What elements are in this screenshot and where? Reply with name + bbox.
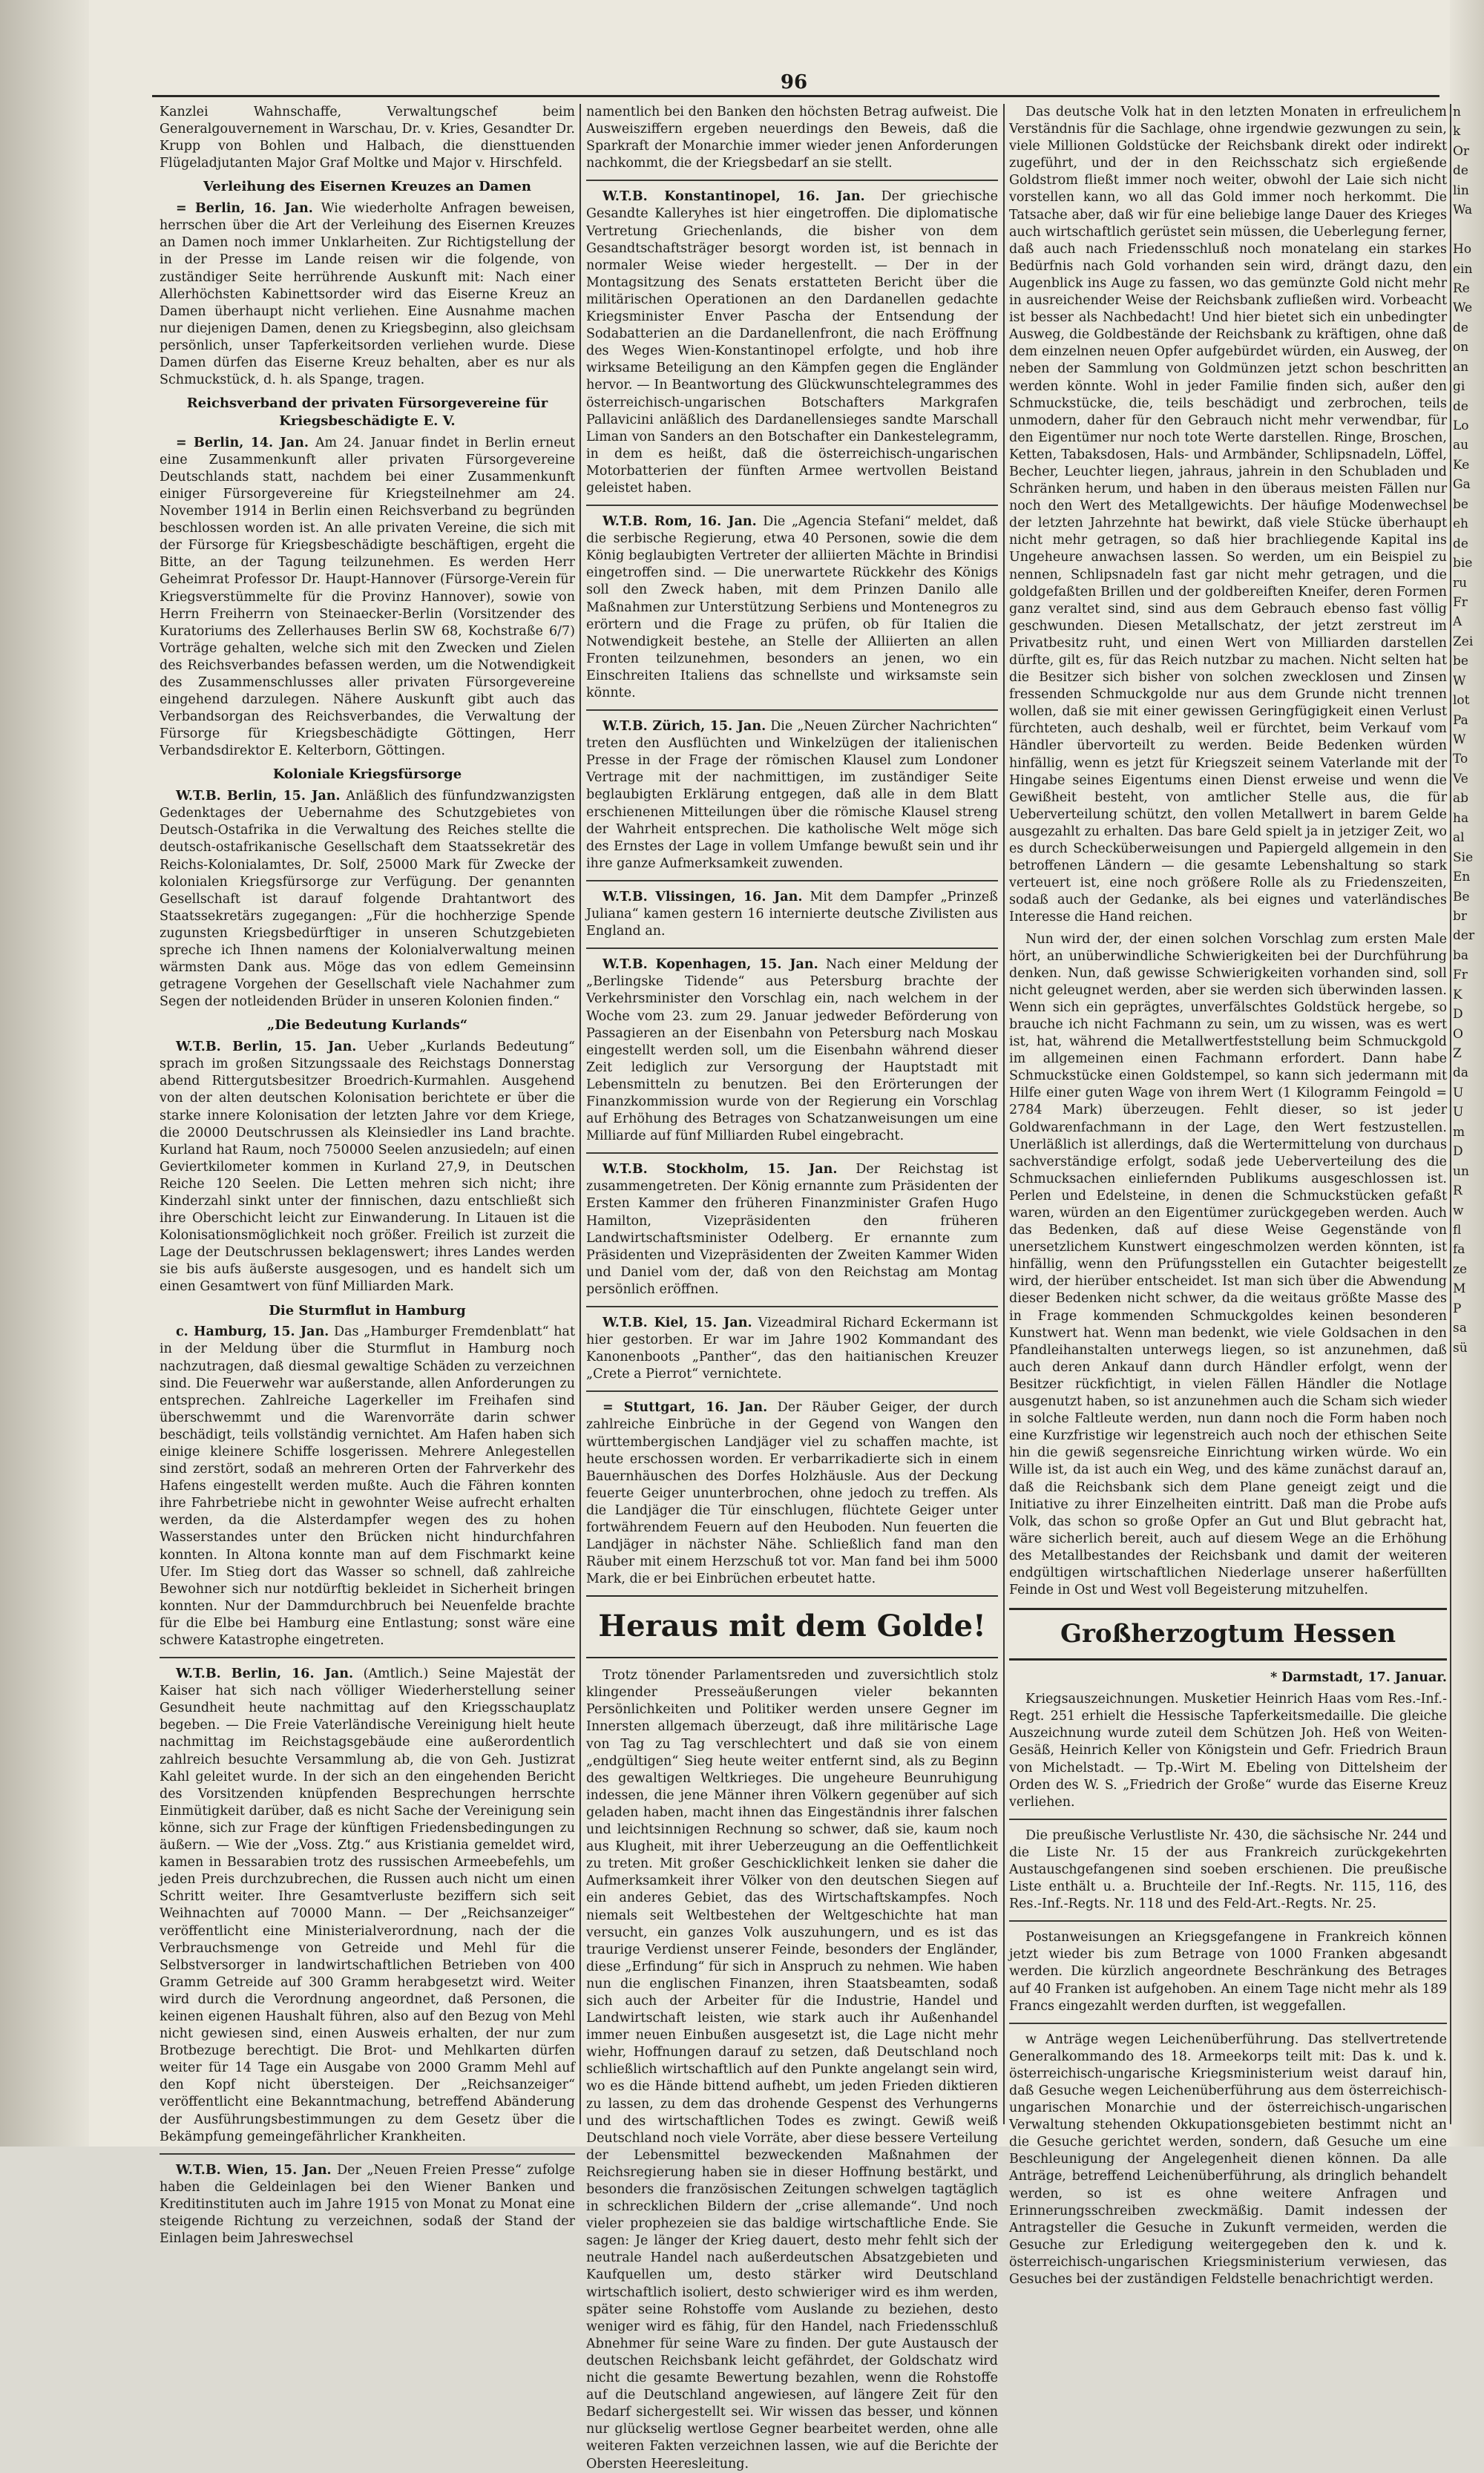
edge-fragment: A bbox=[1453, 614, 1462, 630]
edge-fragment: Re bbox=[1453, 280, 1470, 296]
edge-fragment: Be bbox=[1453, 889, 1470, 904]
edge-fragment bbox=[1453, 222, 1483, 238]
edge-fragment: gi bbox=[1453, 379, 1465, 395]
edge-fragment: We bbox=[1453, 300, 1473, 316]
article-separator bbox=[586, 1152, 998, 1154]
edge-fragment: k bbox=[1453, 124, 1461, 139]
article-paragraph bbox=[160, 788, 575, 1011]
edge-fragment: Ke bbox=[1453, 457, 1470, 473]
dateline: W.T.B. Kiel, 15. Jan. bbox=[603, 1316, 752, 1330]
edge-fragment: on bbox=[1453, 340, 1469, 355]
article-paragraph bbox=[586, 1161, 998, 1298]
article-paragraph: Trotz tönender Parlamentsreden und zuversichtlich stolz klingender Presseäußerungen vieler bekannten Persönlichkeiten und Politiker werden unsere Gegner im Innersten allgemach überzeugt, daß ihre militärische Lage von Tag zu Tag verschlechtert und daß sie von einem „endgültigen“ Sieg heute weiter entfernt sind, als zu Beginn des gewaltigen Weltkrieges. Die ungeheure Beunruhigung indessen, die jene Männer ihren Völkern gegenüber auf sich geladen haben, macht ihnen das Eingeständnis ihrer falschen und leichtsinnigen Rechnung so schwer, daß sie, kaum noch aus Klugheit, mit ihrer Ueberzeugung an die Oeffentlichkeit zu treten. Mit großer Geschicklichkeit lenken sie daher die Aufmerksamkeit ihrer Völker von den deutschen Siegen auf ein anderes Gebiet, das des Wirtschaftskampfes. Noch niemals seit Weltbestehen der Weltgeschichte hat man versucht, ein ganzes Volk auszuhungern, und es ist das traurige Verdienst unserer Feinde, besonders der Engländer, diese „Erfindung“ für sich in Anspruch zu nehmen. Wie haben nun die englischen Finanzen, ihren Staatsbeamten, sodaß sich auch der Arbeiter für die Industrie, Handel und Landwirtschaft leisten, wie stark auch ihr Außenhandel immer neuen Einbußen ausgesetzt ist, die Lage nicht mehr wiehr, Hoffnungen darauf zu setzen, daß Deutschland noch schließlich wirtschaftlich auf den Punkte angelangt sein wird, wo es die Hände bittend aufhebt, um jeden Frieden diktieren zu lassen, zu dem das drohende Gespenst des Verhungerns und des wirtschaftlichen Todes es zwingt. Gewiß weiß Deutschland noch viele Vorräte, aber diese bessere Verteilung der Lebensmittel bezweckenden Maßnahmen der Reichsregierung haben sie in dieser Hoffnung bestärkt, und besonders die französischen Zeitungen schwelgen tagtäglich in schrecklichen Bildern der „crise allemande“. Und noch vieler prophezeien sie das baldige wirtschaftliche Ende. Sie sagen: Je länger der Krieg dauert, desto mehr fehlt sich der neutrale Handel nach außerdeutschen Absatzgebieten und Kaufquellen um, desto stärker wird Deutschland wirtschaftlich isoliert, desto schwieriger wird es ihm werden, später seine Rohstoffe vom Auslande zu beziehen, desto weniger wird es fähig, für den Handel, nach Friedensschluß Abnehmer für seine Ware zu finden. Der gute Austausch der deutschen Reichsbank leicht gefährdet, der Goldschatz wird nicht die gesamte Bewertung bezahlen, wenn die Rohstoffe auf die Deutschland angewiesen, auf längere Zeit für den Bedarf sichergestellt sei. Wir wissen das besser, und können nur glückselig wertlose Gegner bearbeitet werden, ohne alle weiteren Fakten verzeichnen lassen, wie auf die Berichte der Obersten Heeresleitung. bbox=[586, 1668, 998, 2472]
article-text: Anläßlich des fünfundzwanzigsten Gedenktages der Uebernahme des Schutzgebietes von Deutsch-Ostafrika in die Verwaltung des Reiches stellte die deutsch-ostafrikanische Gesellschaft dem Staatssekretär des Reichs-Kolonialamtes, Dr. Solf, 25000 Mark für Zwecke der kolonialen Kriegsfürsorge zur Verfügung. Der genannten Gesellschaft ist darauf folgende Drahtantwort des Staatssekretärs zugegangen: „Für die hochherzige Spende zugunsten Kriegsbedürftiger in unseren Schutzgebieten spreche ich Ihnen namens der Kolonialverwaltung meinen wärmsten Dank aus. Möge das von edlem Gemeinsinn getragene Vorgehen der Gesellschaft viele Nachahmer zum Segen der notleidenden Brüder in unseren Kolonien finden.“ bbox=[160, 789, 575, 1010]
edge-fragment: an bbox=[1453, 359, 1469, 375]
dateline: W.T.B. Berlin, 16. Jan. bbox=[176, 1666, 354, 1682]
edge-fragment: W bbox=[1453, 732, 1466, 747]
article-paragraph bbox=[160, 1666, 575, 2146]
article-separator bbox=[586, 948, 998, 949]
edge-fragment: To bbox=[1453, 752, 1468, 767]
article-text: Das „Hamburger Fremdenblatt“ hat in der Meldung über die Sturmflut in Hamburg noch nachzutragen, daß diesmal gewaltige Schäden zu verzeichnen sind. Die Feuerwehr war außerstande, allen Anforderungen zu entsprechen. Zahlreiche Lagerkeller im Freihafen sind überschwemmt und die Warenvorräte darin schwer beschädigt, teils vollständig vernichtet. Am Hafen haben sich einige kleinere Schiffe losgerissen. Mehrere Anlegestellen sind zerstört, sodaß an mehreren Orten der Fahrverkehr des Hafens eingestellt werden mußte. Auch die Fähren konnten ihre Fahrbetriebe nicht in gewohnter Weise aufrecht erhalten werden, da die Alsterdampfer wegen des zu hohen Wasserstandes unter den Brücken nicht hindurchfahren konnten. In Altona konnte man auf dem Fischmarkt keine Ufer. Im Stieg dort das Wasser so schnell, daß zahlreiche Bewohner sich nur notdürftig bekleidet in Sicherheit bringen konnten. Nur der Dammdurchbruch bei Neuenfelde brachte für die Elbe bei Hamburg eine Entlastung; sonst wäre eine schwere Katastrophe eingetreten. bbox=[160, 1324, 575, 1648]
column-divider bbox=[580, 104, 581, 2124]
article-text: Nach einer Meldung der „Berlingske Tidende“ aus Petersburg brachte der Verkehrsminister den Vorschlag ein, nach welchem in der Woche vom 23. zum 29. Januar jedweder Beförderung von Passagieren an der Eisenbahn von Petersburg nach Moskau eingestellt werden soll, um die Eisenbahn während dieser Zeit lediglich zur Versorgung der Hauptstadt mit Lebensmitteln zu benutzen. Bei den Erörterungen der Finanzkommission wurde von der Regierung ein Vorschlag auf Erhöhung des Betrages von Schatzanweisungen um eine Milliarde auf fünf Milliarden Rubel eingebracht. bbox=[586, 957, 998, 1144]
dateline: W.T.B. Rom, 16. Jan. bbox=[603, 514, 757, 530]
article-text: Die „Agencia Stefani“ meldet, daß die serbische Regierung, etwa 40 Personen, sowie die dem König beglaubigten Vertreter der alliierten Mächte in Brindisi eingetroffen sind. — Die unerwartete Rückkehr des Königs soll den Zweck haben, mit dem Prinzen Danilo alle Maßnahmen zur Unterstützung Serbiens und Montenegros zu erörtern und die Frage zu prüfen, ob für Italien die Notwendigkeit bestehe, an Stelle der Alliierten an allen Fronten teilzunehmen, besonders an jenen, wo ein Einschreiten Italiens das schnellste und wirksamste sein könnte. bbox=[586, 514, 998, 700]
article-separator bbox=[586, 709, 998, 711]
edge-fragment: der bbox=[1453, 928, 1475, 944]
article-text: (Amtlich.) Seine Majestät der Kaiser hat sich nach völliger Wiederherstellung seiner Gesundheit heute nachmittag auf den Kriegsschauplatz begeben. — Die Freie Vaterländische Vereinigung hielt heute nachmittag im Reichstagsgebäude eine außerordentlich zahlreich besuchte Versammlung ab, die von Geh. Justizrat Kahl geleitet wurde. In der sich an den eingehenden Bericht des Vorsitzenden knüpfenden Besprechungen herrschte Einmütigkeit darüber, daß es nicht Sache der Vereinigung sein könne, sich zur Frage der künftigen Friedensbedingungen zu äußern. — Wie der „Voss. Ztg.“ aus Kristiania gemeldet wird, kamen in Bessarabien trotz des russischen Armeebefehls, um jeden Preis durchzubrechen, die Russen auch nicht um einen Schritt weiter. Ihre Gesamtverluste beziffern sich seit Weihnachten auf 70000 Mann. — Der „Reichsanzeiger“ veröffentlicht eine Ministerialverordnung, nach der die Verbrauchsmenge von Getreide und Mehl für die Selbstversorger in landwirtschaftlichen Betrieben von 400 Gramm Getreide auf 300 Gramm herabgesetzt wird. Weiter wird durch die Verordnung angeordnet, daß Personen, die keinen eigenen Haushalt führen, also auf den Bezug von Mehl nicht gewiesen sind, einen Ausweis erhalten, der nur zum Brotbezuge berechtigt. Die Brot- und Mehlkarten dürfen weiter für 14 Tage ein Ausgabe von 2000 Gramm Mehl auf den Kopf nicht übersteigen. Der „Reichsanzeiger“ veröffentlicht eine Bekanntmachung, betreffend Abänderung der Ausführungsbestimmungen zu dem Gesetz über die Bekämpfung gemeingefährlicher Krankheiten. bbox=[160, 1666, 575, 2144]
article-heading: Die Sturmflut in Hamburg bbox=[269, 1302, 466, 1318]
article-paragraph: Kriegsauszeichnungen. Musketier Heinrich Haas vom Res.-Inf.-Regt. 251 erhielt die Hessische Tapferkeitsmedaille. Die gleiche Auszeichnung wurde zuteil dem Schützen Joh. Heß von Weiten-Gesäß, Heinrich Keller von Königstein und Gefr. Friedrich Braun von Michelstadt. — Tp.-Wirt M. Ebeling von Dittelsheim der Orden des W. S. „Friedrich der Große“ wurde das Eiserne Kreuz verliehen. bbox=[1009, 1692, 1447, 1810]
article-separator bbox=[160, 2153, 575, 2155]
column-2 bbox=[586, 104, 999, 2472]
edge-fragment: ha bbox=[1453, 810, 1469, 826]
edge-fragment: lot bbox=[1453, 693, 1470, 709]
edge-fragment: ein bbox=[1453, 261, 1473, 277]
article-paragraph bbox=[586, 956, 998, 1145]
column-divider bbox=[1003, 104, 1005, 2124]
dateline: W.T.B. Wien, 15. Jan. bbox=[176, 2162, 332, 2178]
edge-fragment: be bbox=[1453, 496, 1468, 512]
article-paragraph: Das deutsche Volk hat in den letzten Monaten in erfreulichem Verständnis für die Sachlage, ohne irgendwie gezwungen zu sein, viele Millionen Goldstücke der Reichsbank direkt oder indirekt zugeführt, und der in den Reichsschatz sich ergießende Goldstrom fließt immer noch weiter, obwohl der Laie sich nicht vorstellen kann, wo all das Gold immer noch herkommt. Die Tatsache aber, daß wir für eine beliebige lange Dauer des Krieges auch wirtschaftlich gerüstet sein müssen, die Ueberlegung ferner, daß auch nach Friedensschluß noch monatelang ein starkes Bedürfnis nach Gold vorhanden sein wird, drängt dazu, den Augenblick ins Auge zu fassen, wo das gemünzte Gold nicht mehr in ausreichender Weise der Reichsbank zufließen wird. Vorbeacht ist besser als Nachbedacht! Und hier bietet sich ein unbedingter Ausweg, die Goldbestände der Reichsbank zu kräftigen, ohne daß dem einzelnen neuen Opfer aufgebürdet würden, ein Ausweg, der neben der Sammlung von Goldmünzen jetzt schon beschritten werden könnte. Wohl in jeder Familie finden sich, außer den Schmuckstücke, die, teils beschädigt und zerbrochen, teils unmodern, daher für den Gebrauch nicht mehr verwendbar, für den Eigentümer nur noch tote Werte darstellen. Ringe, Broschen, Ketten, Tabaksdosen, Hals- und Armbänder, Schlipsnadeln, Löffel, Becher, Leuchter liegen, jahraus, jahrein in den Schubladen und Schränken herum, und haben in den überaus meisten Fällen nur noch den Wert des Metallgewichts. Der häufige Modenwechsel der letzten Jahrzehnte hat bewirkt, daß viele Stücke überhaupt nicht mehr getragen, so daß hier brachliegende Kapital ins Ungeheure anwachsen lassen. So werden, um ein Beispiel zu nennen, Schlipsnadeln fast gar nicht mehr getragen, und die goldgefaßten Brillen und der goldbereiften Kneifer, deren Formen ganz veraltet sind, sind aus dem Gebrauch ebenso fast völlig geschwunden. Diesen Metallschatz, der jetzt zerstreut im Privatbesitz ruht, und einen Wert von Milliarden darstellen dürfte, gilt es, für das Reich nutzbar zu machen. Nicht selten hat die Besitzer sich bisher von solchen zwecklosen und Zinsen fressenden Schmuckgolde nur aus dem Grunde nicht trennen wollen, daß sie mit einer gewissen Geringfügigkeit einen Verlust fürchteten, auch deshalb, weil er fürchtet, beim Verkauf vom Händler übervorteilt zu werden. Beide Bedenken würden hinfällig, wenn es jetzt für Kriegszeit seinem Vaterlande mit der Hingabe seines Eigentums einen Dienst erweise und wenn die Gewißheit besteht, von amtlicher Stelle aus, die für Ueberverteilung schützt, den vollen Metallwert in barem Gelde ausgezahlt zu erhalten. Das bare Geld spielt ja in jetziger Zeit, wo es durch Schecküberweisungen und Papiergeld allgemein in den betroffenen Ländern — die gesamte Lebenshaltung so stark verteuert ist, eine noch größere Rolle als zu Friedenszeiten, sodaß auch der Gedanke, als bei eignes und vaterländisches Interesse die Hand reichen. bbox=[1009, 105, 1447, 925]
dateline: W.T.B. Konstantinopel, 16. Jan. bbox=[603, 189, 865, 205]
article-separator bbox=[1009, 1819, 1447, 1820]
edge-fragment: al bbox=[1453, 830, 1465, 846]
edge-fragment: Zei bbox=[1453, 634, 1474, 649]
dateline: W.T.B. Vlissingen, 16. Jan. bbox=[603, 889, 803, 904]
dateline: W.T.B. Berlin, 15. Jan. bbox=[176, 1040, 357, 1055]
article-text: Am 24. Januar findet in Berlin erneut eine Zusammenkunft aller privaten Fürsorgevereine Deutschlands statt, nachdem bei einer Zusammenkunft einiger Fürsorgevereine für Kriegsteilnehmer am 24. November 1914 in Berlin einen Reichsverband zu begründen beschlossen worden ist. An alle privaten Vereine, die sich mit der Fürsorge für Kriegsbeschädigte beschäftigen, ergeht die Bitte, an der Tagung teilzunehmen. Es werden Herr Geheimrat Professor Dr. Haupt-Hannover (Fürsorge-Verein für Kriegsverstümmelte für die Provinz Hannover), sowie von Herrn Freiherrn von Steinaecker-Berlin (Vorsitzender des Kuratoriums des Zellerhauses Berlin SW 68, Kochstraße 6/7) Vorträge gehalten, welche sich mit den Zwecken und Zielen des Reichsverbandes befassen werden, um die Notwendigkeit des Zusammenschlusses aller privaten Fürsorgevereine eingehend darzulegen. Nähere Auskunft gibt auch das Verbandsorgan des Reichsverbandes, die Verwaltung der Fürsorge für Kriegsbeschädigte Göttingen, Herr Verbandsdirektor E. Kelterborn, Göttingen. bbox=[160, 435, 575, 759]
article-paragraph bbox=[160, 1039, 575, 1295]
article-paragraph: Die preußische Verlustliste Nr. 430, die sächsische Nr. 244 und die Liste Nr. 15 der aus Frankreich zurückgekehrten Austauschgefangenen sind soeben erschienen. Die preußische Liste enthält u. a. Bruchteile der Inf.-Regts. Nr. 115, 116, des Res.-Inf.-Regts. Nr. 118 und des Feld-Art.-Regts. Nr. 25. bbox=[1009, 1827, 1447, 1912]
edge-fragment: M bbox=[1453, 1281, 1466, 1297]
article-text: Mit dem Dampfer „Prinzeß Juliana“ kamen gestern 16 internierte deutsche Zivilisten aus England an. bbox=[586, 889, 998, 939]
edge-fragment: n bbox=[1453, 105, 1461, 119]
dateline: = Berlin, 14. Jan. bbox=[176, 435, 309, 450]
article-separator bbox=[1009, 2023, 1447, 2024]
edge-fragment: U bbox=[1453, 1085, 1464, 1100]
edge-fragment: ba bbox=[1453, 948, 1469, 963]
column-divider bbox=[1450, 104, 1451, 2124]
edge-fragment: ru bbox=[1453, 575, 1468, 591]
edge-fragment: de bbox=[1453, 536, 1468, 551]
edge-fragment: fa bbox=[1453, 1242, 1465, 1258]
article-text: Wie wiederholte Anfragen beweisen, herrschen über die Art der Verleihung des Eisernen Kreuzes an Damen noch immer Unklarheiten. Zur Richtigstellung der in der Presse im Lande reisen wir die folgende, von zuständiger Seite herrührende Auskunft mit: Nach einer Allerhöchsten Kabinettsorder wird das Eiserne Kreuz an Damen überhaupt nicht verliehen. Eine Ausnahme machen nur diejenigen Damen, denen zu Kriegsbeginn, also gleichsam persönlich, unser Tapferkeitsorden verliehen wurde. Diese Damen dürfen das Eiserne Kreuz behalten, aber es nur als Schmuckstück, d. h. als Spange, tragen. bbox=[160, 201, 575, 388]
article-paragraph: w Anträge wegen Leichenüberführung. Das stellvertretende Generalkommando des 18. Armeekorps teilt mit: Das k. und k. österreichisch-ungarische Kriegsministerium weist darauf hin, daß Gesuche wegen Leichenüberführung aus dem österreichisch-ungarischen Monarchie und der österreichisch-ungarischen Verwaltung stehenden Okkupationsgebieten bestimmt nicht an die Gesuche gerichtet werden, sondern, daß Gesuche um eine Beschleunigung der Angelegenheit dienen können. Da alle Anträge, betreffend Leichenüberführung, als dringlich behandelt werden, so ist es ohne weitere Anfragen und Erinnerungsschreiben zweckmäßig. Damit indessen der Antragsteller die Gesuche in Zukunft vermeiden, werden die Gesuche zur Erledigung weitergegeben den k. und k. österreichisch-ungarischen Kriegsministerium verwiesen, das Gesuches bei der zuständigen Feldstelle benachrichtigt werden. bbox=[1009, 2032, 1447, 2288]
article-continuation: Kanzlei Wahnschaffe, Verwaltungschef beim Generalgouvernement in Warschau, Dr. v. Kries, Gesandter Dr. Krupp von Bohlen und Halbach, die diensttuenden Flügeladjutanten Major Graf Moltke und Major v. Hirschfeld. bbox=[160, 105, 575, 171]
article-heading: Reichsverband der privaten Fürsorgevereine für Kriegsbeschädigte E. V. bbox=[186, 395, 548, 429]
article-paragraph bbox=[586, 1399, 998, 1588]
edge-fragment: Z bbox=[1453, 1046, 1462, 1061]
article-heading: „Die Bedeutung Kurlands“ bbox=[266, 1017, 468, 1034]
edge-fragment: Fr bbox=[1453, 594, 1468, 610]
edge-fragment: be bbox=[1453, 654, 1468, 669]
edge-fragment: En bbox=[1453, 870, 1471, 885]
dateline: * Darmstadt, 17. Januar. bbox=[1270, 1670, 1447, 1686]
edge-fragment: lin bbox=[1453, 183, 1469, 198]
edge-fragment: Sie bbox=[1453, 850, 1474, 865]
edge-fragment: W bbox=[1453, 673, 1466, 689]
article-heading: Koloniale Kriegsfürsorge bbox=[272, 766, 462, 783]
edge-fragment: O bbox=[1453, 1026, 1463, 1042]
edge-fragment: Ga bbox=[1453, 477, 1471, 493]
page-number: 96 bbox=[780, 71, 808, 93]
edge-fragment: Pa bbox=[1453, 712, 1468, 728]
edge-fragment: bie bbox=[1453, 556, 1473, 571]
dateline: c. Hamburg, 15. Jan. bbox=[176, 1324, 329, 1340]
edge-fragment: br bbox=[1453, 908, 1468, 924]
article-paragraph bbox=[160, 200, 575, 389]
edge-fragment: Ve bbox=[1453, 771, 1468, 786]
edge-fragment: un bbox=[1453, 1163, 1469, 1179]
edge-fragment: ze bbox=[1453, 1261, 1468, 1277]
edge-fragment: Wa bbox=[1453, 203, 1473, 218]
column-1 bbox=[160, 104, 575, 2247]
article-heading: Verleihung des Eisernen Kreuzes an Damen bbox=[203, 179, 532, 195]
article-paragraph bbox=[586, 513, 998, 702]
dateline: W.T.B. Kopenhagen, 15. Jan. bbox=[603, 957, 818, 973]
edge-fragment: sa bbox=[1453, 1321, 1467, 1336]
article-separator bbox=[586, 505, 998, 506]
edge-fragment: D bbox=[1453, 1007, 1463, 1022]
dateline: W.T.B. Zürich, 15. Jan. bbox=[603, 719, 766, 735]
edge-fragment: sü bbox=[1453, 1340, 1468, 1356]
edge-fragment: D bbox=[1453, 1144, 1463, 1160]
edge-fragment: R bbox=[1453, 1183, 1462, 1199]
article-paragraph: Postanweisungen an Kriegsgefangene in Frankreich können jetzt wieder bis zum Betrage von 1000 Franken abgesandt werden. Die kürzlich angeordnete Beschränkung des Betrages auf 40 Franken ist aufgehoben. An einem Tage nicht mehr als 189 Francs eingezahlt werden durften, ist weggefallen. bbox=[1009, 1930, 1447, 2014]
article-continuation: namentlich bei den Banken den höchsten Betrag aufweist. Die Ausweisziffern ergeben neuerdings den Beweis, daß die Sparkraft der Monarchie immer wieder jenen Anforderungen nachkommt, die der Kriegsbedarf an sie stellt. bbox=[586, 105, 998, 171]
article-text: Der „Neuen Freien Presse“ zufolge haben die Geldeinlagen bei den Wiener Banken und Kreditinstituten auch im Jahre 1915 von Monat zu Monat eine steigende Richtung zu verzeichnen, sodaß der Stand der Einlagen beim Jahreswechsel bbox=[160, 2162, 575, 2247]
edge-fragment: fl bbox=[1453, 1222, 1462, 1238]
edge-fragment: P bbox=[1453, 1301, 1462, 1316]
edge-fragment: Or bbox=[1453, 143, 1470, 159]
article-paragraph bbox=[586, 718, 998, 873]
article-separator bbox=[586, 1306, 998, 1307]
column-3 bbox=[1009, 104, 1447, 2288]
edge-fragment: ab bbox=[1453, 791, 1469, 807]
dateline: = Stuttgart, 16. Jan. bbox=[603, 1400, 768, 1416]
article-text: Ueber „Kurlands Bedeutung“ sprach im großen Sitzungssaale des Reichstags Donnerstag abend Rittergutsbesitzer Broedrich-Kurmahlen. Ausgehend von der alten deutschen Kolonisation berichtete er über die starke innere Kolonisation der letzten Jahre vor dem Kriege, die 20000 Deutschrussen als Kleinsiedler ins Land brachte. Kurland hat Raum, noch 750000 Seelen anzusiedeln; auf einen Geviertkilometer kommen in Kurland 27,9, in Deutschen Reiche 120 Seelen. Die Letten mehren sich nicht; ihre Kinderzahl sinkt unter der finnischen, dazu entschließt sich ihre Oberschicht leicht zur Einwanderung. In Litauen ist die Kolonisationsmöglichkeit noch größer. Freilich ist zurzeit die Lage der Deutschrussen beklagenswert; ihres Landes werden sie bis aufs äußerste ausgesogen, und es handelt sich um einen Gesamtwert von fünf Milliarden Mark. bbox=[160, 1040, 575, 1295]
edge-fragment: Ho bbox=[1453, 242, 1472, 257]
article-text: Der Reichstag ist zusammengetreten. Der König ernannte zum Präsidenten der Ersten Kammer den früheren Finanzminister Grafen Hugo Hamilton, Vizepräsidenten den früheren Landwirtschaftsminister Odelberg. Er ernannte zum Präsidenten und Vizepräsidenten der Zweiten Kammer Widen und Daniel vom der, daß von den Reichstag am Montag persönlich eröffnen. bbox=[586, 1162, 999, 1297]
article-separator bbox=[586, 880, 998, 881]
edge-fragment: au bbox=[1453, 438, 1469, 453]
article-separator bbox=[160, 1657, 575, 1658]
edge-fragment: da bbox=[1453, 1065, 1469, 1081]
article-paragraph bbox=[586, 889, 998, 940]
article-paragraph bbox=[160, 1324, 575, 1649]
header-rule bbox=[152, 95, 1439, 97]
article-text: Vizeadmiral Richard Eckermann ist hier gestorben. Er war im Jahre 1902 Kommandant des Kanonenboots „Panther“, das den haitianischen Kreuzer „Crete a Pierrot“ vernichtete. bbox=[586, 1316, 999, 1382]
edge-fragment: U bbox=[1453, 1105, 1464, 1120]
article-paragraph bbox=[586, 188, 998, 497]
dateline: = Berlin, 16. Jan. bbox=[176, 201, 313, 217]
edge-fragment: Fr bbox=[1453, 968, 1468, 983]
section-heading: Großherzogtum Hessen bbox=[1009, 1608, 1447, 1661]
article-text: Die „Neuen Zürcher Nachrichten“ treten den Ausflüchten und Winkelzügen der italienischen Presse in der Frage der römischen Klausel zum Londoner Vertrage mit der nachmittigen, im zuständiger Seite beglaubigten Erklärung entgegen, daß alle in dem Blatt erschienenen Mitteilungen über die römische Klausel streng der Wahrheit entsprechen. Die katholische Welt möge sich des Ernstes der Lage in vollem Umfange bewußt sein und ihr ihre ganze Aufmerksamkeit zuwenden. bbox=[586, 719, 998, 871]
article-separator bbox=[586, 180, 998, 181]
article-separator bbox=[1009, 1920, 1447, 1922]
article-paragraph: Nun wird der, der einen solchen Vorschlag zum ersten Male hört, an unüberwindliche Schwierigkeiten bei der Durchführung denken. Nun, daß gewisse Schwierigkeiten vorhanden sind, soll nicht geleugnet werden, aber sie werden sich überwinden lassen. Wenn sich ein geprägtes, unverfälschtes Goldstück hergebe, so brauche ich nicht Fachmann zu sein, um zu wissen, was es wert ist, hat, während die Metallwertfeststellung beim Schmuckgold im allgemeinen einen Fachmann erfordert. Dann habe Schmuckstücke einen Goldstempel, so kann sich jedermann mit Hilfe einer guten Wage von ihrem Wert (1 Kilogramm Feingold = 2784 Mark) überzeugen. Fehlt dieser, so ist jeder Goldwarenfachmann in der Lage, den Wert festzustellen. Unerläßlich ist allerdings, daß die Wertermittelung von durchaus sachverständige erfolgt, sodaß jede Ueberverteilung des die Schmucksachen einliefernden Publikums ausgeschlossen ist. Perlen und Edelsteine, in denen die Schmuckstücken gefaßt waren, würden an den Eigentümer zurückgegeben werden. Auch das Bedenken, daß auf diese Weise Gegenstände von unersetzlichem Kunstwert eingeschmolzen werden könnten, ist hinfällig, wenn den Prüfungsstellen ein Gutachter beigestellt wird, der hierüber entscheidet. Ist man sich über die Abwendung dieser Bedenken nicht schwer, da die weitaus größte Masse des in Frage kommenden Schmuckgoldes keinen besonderen Kunstwert hat. Wenn man bedenkt, wie viele Goldsachen in den Pfandleihanstalten unterwegs liegen, so ist anzunehmen, daß auch deren Ankauf dann durch Händler erfolgt, wenn der Besitzer rückfichtigt, in vielen Fällen Händler die Notlage ausgenutzt haben, so ist anzunehmen auch die Scham sich wieder in solche Faltleute werden, nun dann noch die Form haben noch eine Kurzfristige wir legenstreich auch noch der ethischen Seite hin die gewiß segensreiche Einrichtung wirken würde. Wo ein Wille ist, da ist auch ein Weg, und des käme zunächst darauf an, daß die Reichsbank sich dem Plane geneigt zeigt und die Initiative zu ihrer Einzelheiten eintritt. Daß man die Probe aufs Volk, das schon so große Opfer an Gut und Blut gebracht hat, wäre sicherlich bereit, auch auf diesem Wege an die Erhöhung des Metallbestandes der Reichsbank und damit der weiteren endgültigen wirtschaftlichen Niederlage unserer haßerfüllten Feinde in Ost und West voll Begeisterung mitzuhelfen. bbox=[1009, 931, 1447, 1598]
article-separator bbox=[586, 1390, 998, 1392]
dateline: W.T.B. Stockholm, 15. Jan. bbox=[603, 1162, 838, 1178]
edge-fragment: eh bbox=[1453, 516, 1469, 532]
edge-fragment: w bbox=[1453, 1203, 1464, 1218]
article-text: Der Räuber Geiger, der durch zahlreiche Einbrüche in der Gegend von Wangen den württembergischen Landjäger viel zu schaffen machte, ist heute erschossen worden. Er verbarrikadierte sich in einem Bauernhäuschen des Dorfes Holzhäusle. Aus der Deckung feuerte Geiger ununterbrochen, ohne jedoch zu treffen. Als die Landjäger die Tür einschlugen, flüchtete Geiger unter fortwährendem Feuern auf den Heuboden. Nun feuerten die Landjäger in nächster Nähe. Schließlich fand man den Räuber mit einem Herzschuß tot vor. Man fand bei ihm 5000 Mark, die er bei Einbrüchen erbeutet hatte. bbox=[586, 1400, 998, 1587]
dateline: W.T.B. Berlin, 15. Jan. bbox=[176, 789, 341, 804]
edge-fragment: Lo bbox=[1453, 418, 1469, 433]
article-paragraph bbox=[160, 2162, 575, 2247]
binding-margin bbox=[0, 0, 89, 2147]
main-headline: Heraus mit dem Golde! bbox=[586, 1595, 998, 1658]
article-paragraph bbox=[160, 435, 575, 761]
edge-fragment: m bbox=[1453, 1124, 1465, 1140]
edge-fragment: de bbox=[1453, 398, 1468, 414]
edge-fragment: de bbox=[1453, 320, 1468, 335]
edge-fragment: de bbox=[1453, 163, 1468, 179]
article-text: Der griechische Gesandte Kalleryhes ist hier eingetroffen. Die diplomatische Vertretung Griechenlands, die bisher von dem Gesandtschaftsträger besorgt worden ist, ist bennach in normaler Weise wieder hergestellt. — Der in der Montagsitzung des Senats erstatteten Bericht über die militärischen Operationen an den Dardanellen gedachte Kriegsminister Enver Pascha der Entsendung der Sodabatterien an die Dardanellenfront, die nach Eröffnung des Weges Wien-Konstantinopel erfolgte, und hob ihre wirksame Beteiligung an den Kämpfen gegen die Engländer hervor. — In Beantwortung des Glückwunschtelegrammes des österreichisch-ungarischen Botschafters Markgrafen Pallavicini anläßlich des Dardanellensieges sandte Marschall Liman von Sanders an den Botschafter ein Dankestelegramm, in dem es heißt, daß die österreichisch-ungarischen Motorbatterien der fünften Armee wertvollen Beistand geleistet haben. bbox=[586, 189, 998, 496]
edge-fragment: K bbox=[1453, 987, 1462, 1002]
article-paragraph bbox=[586, 1315, 998, 1383]
cut-off-column bbox=[1453, 104, 1483, 2117]
